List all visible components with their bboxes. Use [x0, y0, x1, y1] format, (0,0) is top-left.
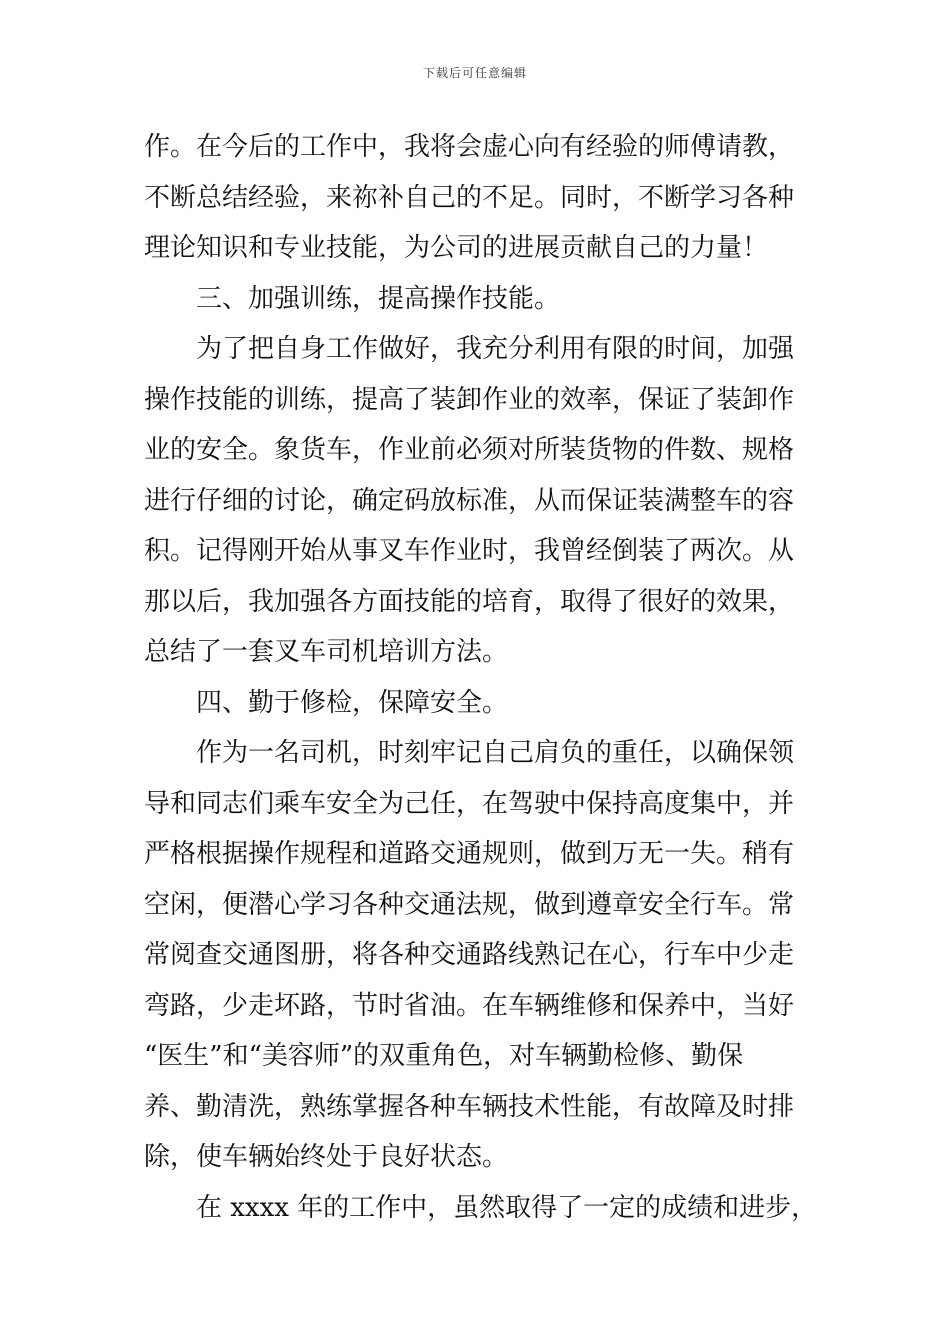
paragraph-start: 为了把自身工作做好，我充分利用有限的时间，加强	[196, 334, 795, 364]
text-line: 除，使车辆始终处于良好状态。	[144, 1142, 509, 1172]
section-heading: 四、勤于修检，保障安全。	[196, 687, 509, 718]
text-line: 作。在今后的工作中，我将会虚心向有经验的师傅请教，	[144, 132, 795, 162]
section-heading: 三、加强训练，提高操作技能。	[196, 283, 561, 314]
text-line: 理论知识和专业技能，为公司的进展贡献自己的力量！	[144, 233, 769, 263]
text-line: 积。记得刚开始从事叉车作业时，我曾经倒装了两次。从	[144, 536, 795, 566]
text-line: 业的安全。象货车，作业前必须对所装货物的件数、规格	[144, 435, 795, 465]
document-body	[144, 122, 818, 1233]
paragraph-start: 在 xxxx 年的工作中，虽然取得了一定的成绩和进步，	[196, 1192, 818, 1223]
text-line: 导和同志们乘车安全为己任，在驾驶中保持高度集中，并	[144, 788, 795, 819]
text-line: 严格根据操作规程和道路交通规则，做到万无一失。稍有	[144, 839, 795, 869]
text-line: “医生”和“美容师”的双重角色，对车辆勤检修、勤保	[144, 1041, 744, 1071]
text-line: 总结了一套叉车司机培训方法。	[144, 637, 509, 667]
text-line: 不断总结经验，来祢补自己的不足。同时，不断学习各种	[144, 182, 795, 213]
page-header: 下载后可任意编辑	[422, 66, 527, 80]
paragraph-start: 作为一名司机，时刻牢记自己肩负的重任，以确保领	[196, 738, 795, 768]
text-line: 空闲，便潜心学习各种交通法规，做到遵章安全行车。常	[144, 889, 795, 920]
text-line: 弯路，少走坏路，节时省油。在车辆维修和保养中，当好	[144, 990, 795, 1021]
text-line: 养、勤清洗，熟练掌握各种车辆技术性能，有故障及时排	[144, 1091, 795, 1122]
text-line: 操作技能的训练，提高了装卸作业的效率，保证了装卸作	[144, 384, 795, 415]
text-line: 常阅查交通图册，将各种交通路线熟记在心，行车中少走	[144, 940, 795, 970]
text-line: 那以后，我加强各方面技能的培育，取得了很好的效果，	[144, 586, 795, 617]
text-line: 进行仔细的讨论，确定码放标准，从而保证装满整车的容	[144, 485, 795, 516]
